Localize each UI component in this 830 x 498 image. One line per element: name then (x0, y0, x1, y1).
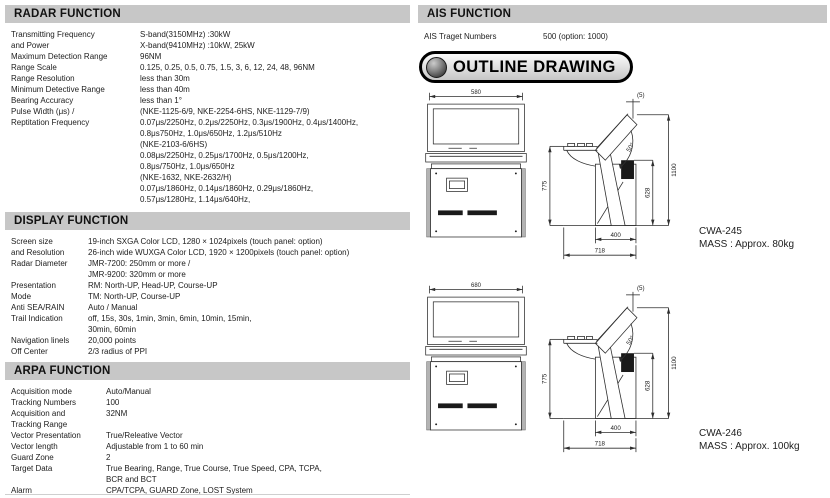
section-radar-function (5, 5, 410, 205)
spec-label: Screen size (11, 237, 53, 246)
spec-value: 0.08μs/2250Hz, 0.25μs/1700Hz, 0.5μs/1200Hz, (140, 151, 309, 160)
spec-value: S-band(3150MHz) :30kW (140, 30, 231, 39)
spec-row (11, 269, 410, 280)
spec-row (11, 346, 410, 357)
spec-row (11, 324, 410, 335)
spec-value: Adjustable from 1 to 60 min (106, 442, 204, 451)
spec-value: 0.07μs/1860Hz, 0.14μs/1860Hz, 0.29μs/1860Hz, (140, 184, 314, 193)
spec-row (11, 313, 410, 324)
spec-value: (NKE-1125-6/9, NKE-2254-6HS, NKE-1129-7/9) (140, 107, 310, 116)
tilt-angle-dimension: 50° (625, 141, 637, 154)
spec-label: Minimum Detective Range (11, 85, 105, 94)
spec-label: Maximum Detection Range (11, 52, 108, 61)
spec-value: Auto/Manual (106, 387, 151, 396)
spec-label: Pulse Width (μs) / (11, 107, 75, 116)
spec-value: 30min, 60min (88, 325, 137, 334)
outline-drawing-heading (419, 51, 633, 83)
section-header-display: DISPLAY FUNCTION (5, 212, 410, 230)
section-display-function (5, 212, 410, 357)
spec-value: 20,000 points (88, 336, 137, 345)
spec-value: 100 (106, 398, 120, 407)
mass-value: MASS : Approx. 100kg (699, 440, 800, 452)
spec-label: Acquisition mode (11, 387, 72, 396)
spec-value: 500 (option: 1000) (543, 32, 608, 41)
spec-left-column (5, 5, 410, 495)
spec-value: CPA/TCPA, GUARD Zone, LOST System (106, 486, 253, 495)
spec-row (11, 95, 410, 106)
spec-row (11, 291, 410, 302)
spec-label: Range Scale (11, 63, 57, 72)
spec-row (11, 161, 410, 172)
height-1100-dimension: 1100 (671, 163, 679, 177)
height-628-dimension: 628 (644, 380, 652, 392)
spec-label: and Power (11, 41, 50, 50)
spec-label (11, 150, 140, 161)
spec-label: Reptitation Frequency (11, 118, 90, 127)
spec-value: 26-inch wide WUXGA Color LCD, 1920 × 1200pixels (touch panel: option) (88, 248, 350, 257)
spec-value: less than 30m (140, 74, 190, 83)
front-width-dimension: 680 (471, 283, 481, 290)
spec-row (11, 236, 410, 247)
spec-value: True/Releative Vector (106, 431, 183, 440)
spec-row (11, 51, 410, 62)
spec-row (11, 474, 410, 485)
model-number: CWA-245 (699, 226, 742, 237)
spec-value: less than 1° (140, 96, 182, 105)
side-view-drawing (540, 85, 723, 275)
spec-row (11, 117, 410, 128)
height-775-dimension: 775 (541, 180, 549, 192)
gap-5-dimension: (5) (636, 91, 645, 99)
spec-row (11, 73, 410, 84)
spec-label: Off Center (11, 347, 48, 356)
section-header-ais: AIS FUNCTION (418, 5, 827, 23)
drawing-model-label (699, 226, 794, 251)
model-number: CWA-246 (699, 428, 742, 439)
outline-drawing-title: OUTLINE DRAWING (453, 57, 616, 76)
spec-label: Target Data (11, 464, 53, 473)
spec-value: 0.8μs/750Hz, 1.0μs/650Hz (140, 162, 235, 171)
spec-value: BCR and BCT (106, 475, 157, 484)
spec-row (11, 386, 410, 397)
section-arpa-function (5, 362, 410, 496)
outline-drawing-block (418, 278, 827, 483)
spec-label (11, 139, 140, 150)
side-view-drawing (540, 278, 723, 468)
spec-row (11, 408, 410, 419)
drawing-model-label (699, 428, 800, 453)
width-400-dimension: 400 (610, 231, 621, 239)
spec-value: 0.8μs750Hz, 1.0μs/650Hz, 1.2μs/510Hz (140, 129, 282, 138)
spec-row (11, 441, 410, 452)
spec-row (11, 128, 410, 139)
spec-label: Vector length (11, 442, 58, 451)
spec-row (11, 452, 410, 463)
spec-label: Navigation linels (11, 336, 70, 345)
spec-row (11, 40, 410, 51)
spec-label: Range Resolution (11, 74, 75, 83)
spec-value: 19-inch SXGA Color LCD, 1280 × 1024pixels (touch panel: option) (88, 237, 323, 246)
spec-value: True Bearing, Range, True Course, True Speed, CPA, TCPA, (106, 464, 322, 473)
spec-value: less than 40m (140, 85, 190, 94)
spec-row (11, 29, 410, 40)
spec-row (11, 183, 410, 194)
height-775-dimension: 775 (541, 373, 549, 385)
spec-label: AIS Traget Numbers (424, 32, 497, 41)
spec-label: Bearing Accuracy (11, 96, 74, 105)
spec-row (11, 84, 410, 95)
spec-value: 0.125, 0.25, 0.5, 0.75, 1.5, 3, 6, 12, 24, 48, 96NM (140, 63, 315, 72)
spec-value: 2/3 radius of PPI (88, 347, 148, 356)
height-628-dimension: 628 (644, 187, 652, 199)
spec-row (11, 280, 410, 291)
section-ais-function (418, 5, 827, 42)
height-1100-dimension: 1100 (671, 356, 679, 370)
spec-row (11, 150, 410, 161)
spec-row (11, 430, 410, 441)
spec-value: 0.07μs/2250Hz, 0.2μs/2250Hz, 0.3μs/1900Hz, 0.4μs/1400Hz, (140, 118, 359, 127)
spec-value: RM: North-UP, Head-UP, Course-UP (88, 281, 218, 290)
spec-row (11, 194, 410, 205)
sphere-icon (426, 57, 447, 78)
front-view-drawing (420, 280, 532, 449)
mass-value: MASS : Approx. 80kg (699, 238, 795, 250)
spec-row (11, 419, 410, 430)
spec-label: and Resolution (11, 248, 65, 257)
spec-label: Alarm (11, 486, 32, 495)
spec-label: Tracking Range (11, 420, 68, 429)
spec-row (424, 31, 827, 42)
spec-value: (NKE-2103-6/6HS) (140, 140, 208, 149)
depth-718-dimension: 718 (594, 440, 606, 448)
spec-row (11, 139, 410, 150)
front-view-drawing (420, 87, 532, 256)
spec-value: 2 (106, 453, 111, 462)
front-width-dimension: 580 (471, 90, 481, 97)
spec-label (11, 183, 140, 194)
gap-5-dimension: (5) (636, 284, 645, 292)
section-header-radar: RADAR FUNCTION (5, 5, 410, 23)
spec-label: Tracking Numbers (11, 398, 77, 407)
spec-label (11, 161, 140, 172)
spec-row (11, 463, 410, 474)
spec-label: Vector Presentation (11, 431, 81, 440)
spec-row (11, 62, 410, 73)
spec-row (11, 258, 410, 269)
spec-value: Auto / Manual (88, 303, 138, 312)
tilt-angle-dimension: 50° (625, 334, 637, 347)
spec-value: X-band(9410MHz) :10kW, 25kW (140, 41, 255, 50)
spec-label (11, 128, 140, 139)
arpa-spec-table (5, 380, 410, 496)
spec-label: Transmitting Frequency (11, 30, 95, 39)
spec-value: JMR-9200: 320mm or more (88, 270, 186, 279)
spec-row (11, 302, 410, 313)
spec-value: 0.57μs/1280Hz, 1.14μs/640Hz, (140, 195, 251, 204)
spec-value: JMR-7200: 250mm or more / (88, 259, 191, 268)
spec-label: Radar Diameter (11, 259, 68, 268)
spec-label (11, 269, 88, 280)
spec-label (11, 194, 140, 205)
spec-row (11, 172, 410, 183)
spec-label: Acquisition and (11, 409, 66, 418)
spec-row (11, 397, 410, 408)
spec-label (11, 474, 106, 485)
outline-drawing-block (418, 85, 827, 290)
spec-row (11, 247, 410, 258)
section-header-arpa: ARPA FUNCTION (5, 362, 410, 380)
radar-spec-table (5, 23, 410, 205)
spec-right-column (418, 5, 827, 495)
spec-value: 32NM (106, 409, 128, 418)
spec-label: Guard Zone (11, 453, 54, 462)
spec-label: Trail Indication (11, 314, 63, 323)
spec-label: Presentation (11, 281, 56, 290)
spec-label: Mode (11, 292, 32, 301)
depth-718-dimension: 718 (594, 247, 606, 255)
display-spec-table (5, 230, 410, 357)
spec-row (11, 335, 410, 346)
spec-label (11, 172, 140, 183)
spec-label (11, 324, 88, 335)
spec-value: TM: North-UP, Course-UP (88, 292, 181, 301)
width-400-dimension: 400 (610, 424, 621, 432)
spec-label: Anti SEA/RAIN (11, 303, 65, 312)
ais-spec-table (418, 23, 827, 42)
spec-value: 96NM (140, 52, 162, 61)
spec-value: off, 15s, 30s, 1min, 3min, 6min, 10min, 15min, (88, 314, 252, 323)
spec-value: (NKE-1632, NKE-2632/H) (140, 173, 232, 182)
spec-row (11, 106, 410, 117)
spec-row (11, 485, 410, 496)
